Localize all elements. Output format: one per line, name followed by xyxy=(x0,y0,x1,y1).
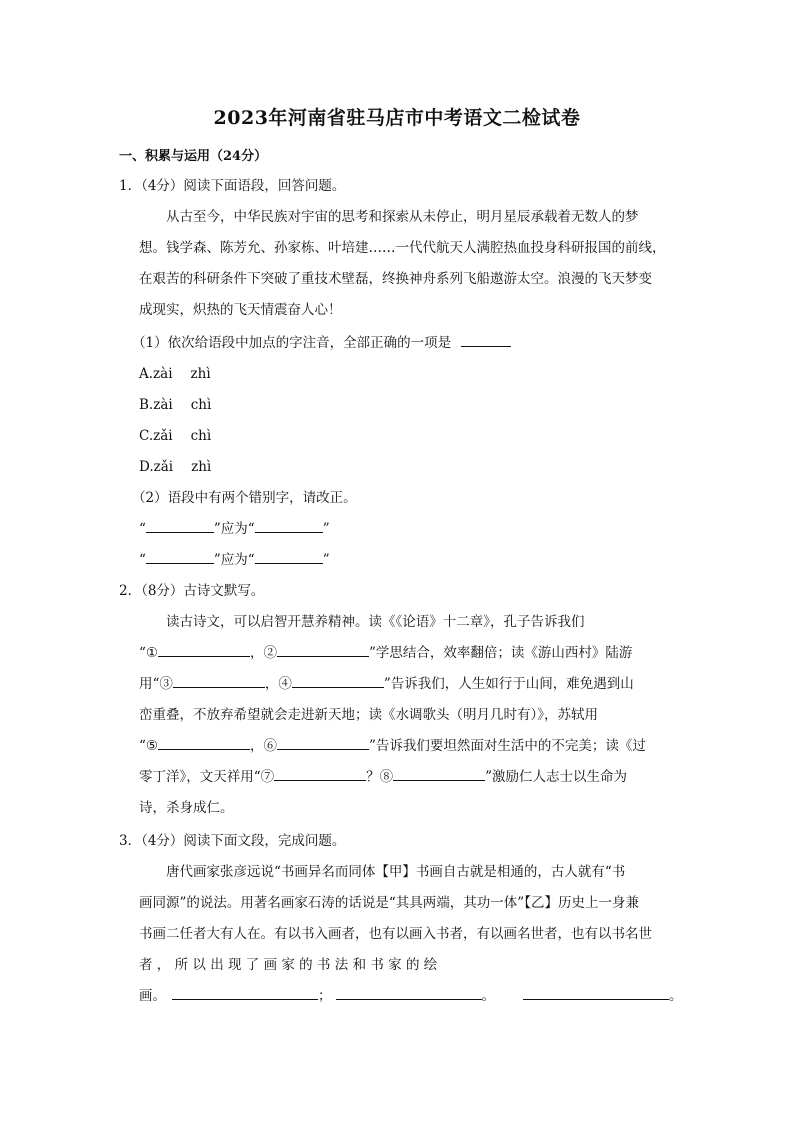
text: 。 xyxy=(669,988,683,1004)
correction-text: ”应为“ xyxy=(213,552,255,568)
quote-mark: “ xyxy=(139,521,146,537)
option-value: zhì xyxy=(191,459,212,475)
body-line xyxy=(139,762,675,793)
answer-blank-5[interactable] xyxy=(158,735,250,750)
body-line xyxy=(139,669,675,700)
char: 的 xyxy=(299,957,313,973)
answer-blank-7[interactable] xyxy=(274,766,366,781)
option-value: chì xyxy=(190,428,212,444)
char: ， xyxy=(156,957,171,973)
char: 家 xyxy=(281,957,295,973)
answer-blank-8[interactable] xyxy=(393,766,485,781)
answer-blank-3[interactable] xyxy=(173,673,265,688)
quote-mark: ” xyxy=(322,521,330,537)
question-3-body xyxy=(139,857,683,1012)
char: 者 xyxy=(139,957,153,973)
section-heading: 一、积累与运用（24分） xyxy=(119,149,268,164)
option-value: chì xyxy=(190,397,212,413)
text: ，⑥ xyxy=(250,738,278,754)
body-line: 读古诗文，可以启智开慧养精神。读《《论语》十二章》，孔子告诉我们 xyxy=(166,614,585,630)
text: 画。 xyxy=(139,988,166,1004)
char: 以 xyxy=(192,957,206,973)
text: ； xyxy=(318,988,332,1004)
text: ”告诉我们要坦然面对生活中的不完美；读《过 xyxy=(369,738,646,754)
body-line xyxy=(139,731,675,762)
char: 了 xyxy=(245,957,260,973)
question-1-header: 1．（4分）阅读下面语段，回答问题。 xyxy=(119,178,346,194)
page-title: 2023年河南省驻马店市中考语文二检试卷 xyxy=(213,107,581,129)
passage-line: 想。钱学森、陈芳允、孙家栋、叶培建……一代代航天人满腔热血投身科研报国的前线， xyxy=(139,240,666,256)
option-b[interactable] xyxy=(139,397,211,413)
option-label: C.zǎi xyxy=(139,428,173,444)
answer-blank[interactable] xyxy=(146,518,214,533)
char: 的 xyxy=(405,957,420,973)
correction-row-1 xyxy=(139,518,330,539)
body-line xyxy=(139,638,675,669)
quote-mark: ” xyxy=(322,552,330,568)
char: 书 xyxy=(316,957,331,973)
text: “⑤ xyxy=(139,738,159,754)
char: 画 xyxy=(263,957,278,973)
char: 书 xyxy=(370,957,384,973)
answer-blank[interactable] xyxy=(146,549,214,564)
option-label: B.zài xyxy=(139,397,173,413)
text: 。 xyxy=(481,988,495,1004)
text: ，④ xyxy=(264,676,292,692)
text: 零丁洋》，文天祥用“⑦ xyxy=(139,769,275,785)
char: 家 xyxy=(388,957,402,973)
answer-blank-6[interactable] xyxy=(277,735,369,750)
answer-blank[interactable] xyxy=(255,518,323,533)
option-a[interactable] xyxy=(139,366,211,382)
char: 绘 xyxy=(423,957,438,973)
question-1-sub2: （2）语段中有两个错别字，请改正。 xyxy=(132,490,357,506)
quote-mark: “ xyxy=(139,552,146,568)
question-2-body xyxy=(139,607,675,824)
passage-line: 成现实，炽热的飞天情震奋人心！ xyxy=(139,302,342,318)
body-line: 峦重叠，不放弃希望就会走进新天地；读《水调歌头（明月几时有）》，苏轼用 xyxy=(139,707,598,723)
answer-blank-2[interactable] xyxy=(336,985,482,1000)
char: 法 xyxy=(334,957,349,973)
body-line: 书画二任者大有人在。有以书入画者，也有以画入书者，有以画名世者，也有以书名世 xyxy=(139,926,652,942)
text: ，② xyxy=(250,645,278,661)
question-3-header: 3．（4分）阅读下面文段，完成问题。 xyxy=(119,833,346,849)
question-2-header: 2．（8分）古诗文默写。 xyxy=(119,583,265,599)
text: “① xyxy=(139,645,159,661)
passage-line: 从古至今，中华民族对宇宙的思考和探索从未停止，明月星辰承载着无数人的梦 xyxy=(166,209,639,225)
question-1-passage xyxy=(139,202,675,326)
answer-blank[interactable] xyxy=(461,332,511,347)
option-c[interactable] xyxy=(139,428,211,444)
char: 出 xyxy=(210,957,224,973)
text: ？⑧ xyxy=(366,769,394,785)
body-line-justified xyxy=(139,950,675,981)
correction-text: ”应为“ xyxy=(213,521,255,537)
answer-blank[interactable] xyxy=(255,549,323,564)
option-label: A.zài xyxy=(139,366,173,382)
text: ”学思结合，效率翻倍；读《游山西村》陆游 xyxy=(369,645,633,661)
text: ”激励仁人志士以生命为 xyxy=(485,769,628,785)
body-line: 诗，杀身成仁。 xyxy=(139,800,234,816)
char: 现 xyxy=(227,957,242,973)
answer-blank-3[interactable] xyxy=(523,985,669,1000)
option-d[interactable] xyxy=(139,459,211,475)
body-line: 唐代画家张彦远说“书画异名而同体【甲】书画自古就是相通的，古人就有“书 xyxy=(166,864,626,880)
answer-blank-4[interactable] xyxy=(292,673,384,688)
passage-line: 在艰苦的科研条件下突破了重技术壁磊，终换神舟系列飞船遨游太空。浪漫的飞天梦变 xyxy=(139,271,652,287)
option-value: zhì xyxy=(190,366,211,382)
text: ”告诉我们，人生如行于山间，难免遇到山 xyxy=(383,676,634,692)
correction-row-2 xyxy=(139,549,330,570)
answer-blank-2[interactable] xyxy=(277,642,369,657)
answer-blank-1[interactable] xyxy=(172,985,318,1000)
char: 和 xyxy=(352,957,367,973)
option-label: D.zǎi xyxy=(139,459,174,475)
body-line: 画同源”的说法。用著名画家石涛的话说是“其具两端，其功一体”【乙】历史上一身兼 xyxy=(139,895,639,911)
char: 所 xyxy=(174,957,189,973)
body-line xyxy=(139,981,683,1012)
text: 用“③ xyxy=(139,676,173,692)
answer-blank-1[interactable] xyxy=(158,642,250,657)
sub-question-text: （1）依次给语段中加点的字注音，全部正确的一项是 xyxy=(132,335,452,351)
question-1-sub1 xyxy=(132,332,511,353)
